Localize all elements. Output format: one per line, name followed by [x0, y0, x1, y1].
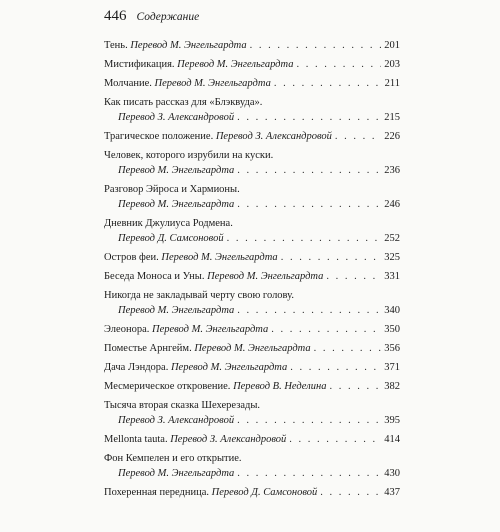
toc-entry	[104, 451, 400, 481]
entry-page: 203	[384, 59, 400, 70]
entry-translator: Перевод З. Александровой	[118, 415, 235, 426]
dot-leader	[237, 413, 381, 428]
entry-page: 350	[384, 324, 400, 335]
dot-leader	[237, 110, 381, 125]
entry-title: Трагическое положение.	[104, 131, 214, 142]
toc-entry	[104, 485, 400, 500]
entry-title: Как писать рассказ для «Блэквуда».	[104, 97, 263, 108]
entry-title: Молчание.	[104, 78, 152, 89]
entry-title: Остров феи.	[104, 252, 159, 263]
entry-page: 340	[384, 305, 400, 316]
entry-page: 246	[384, 199, 400, 210]
entry-page: 226	[384, 131, 400, 142]
entry-page: 356	[384, 343, 400, 354]
toc-entry	[104, 57, 400, 72]
toc-entry	[104, 182, 400, 212]
entry-title: Фон Кемпелен и его открытие.	[104, 453, 242, 464]
entry-translator: Перевод Д. Самсоновой	[211, 487, 318, 498]
toc-entry	[104, 288, 400, 318]
toc-entry	[104, 322, 400, 337]
entry-page: 371	[384, 362, 400, 373]
dot-leader	[237, 163, 381, 178]
entry-page: 437	[384, 487, 400, 498]
entry-translator: Перевод З. Александровой	[170, 434, 287, 445]
entry-page: 325	[384, 252, 400, 263]
entry-translator: Перевод М. Энгельгардта	[118, 199, 235, 210]
toc-entry	[104, 250, 400, 265]
toc-entry	[104, 341, 400, 356]
entry-page: 331	[384, 271, 400, 282]
dot-leader	[320, 485, 381, 500]
dot-leader	[274, 76, 382, 91]
entry-translator: Перевод М. Энгельгардта	[118, 165, 235, 176]
entry-title: Mellonta tauta.	[104, 434, 168, 445]
entry-page: 236	[384, 165, 400, 176]
dot-leader	[335, 129, 381, 144]
entry-page: 414	[384, 434, 400, 445]
entry-translator: Перевод М. Энгельгардта	[154, 78, 271, 89]
entry-translator: Перевод М. Энгельгардта	[151, 324, 269, 335]
entry-title: Человек, которого изрубили на куски.	[104, 150, 274, 161]
dot-leader	[237, 303, 381, 318]
entry-page: 252	[384, 233, 400, 244]
dot-leader	[296, 57, 381, 72]
entry-page: 430	[384, 468, 400, 479]
toc-entry	[104, 269, 400, 284]
entry-title: Дневник Джулиуса Родмена.	[104, 218, 233, 229]
running-title: Содержание	[136, 11, 200, 23]
entry-title: Тень.	[104, 40, 128, 51]
dot-leader	[250, 38, 382, 53]
dot-leader	[237, 466, 381, 481]
toc-entry	[104, 38, 400, 53]
toc-entry	[104, 148, 400, 178]
toc-entry	[104, 76, 400, 91]
entry-title: Мистификация.	[104, 59, 175, 70]
entry-translator: Перевод М. Энгельгардта	[130, 40, 247, 51]
dot-leader	[289, 432, 381, 447]
toc-entry	[104, 379, 400, 394]
entry-title: Похеренная передница.	[104, 487, 210, 498]
toc-entry	[104, 360, 400, 375]
toc-entry	[104, 95, 400, 125]
entry-translator: Перевод М. Энгельгардта	[161, 252, 278, 263]
dot-leader	[271, 322, 381, 337]
toc-entry	[104, 216, 400, 246]
entry-translator: Перевод М. Энгельгардта	[177, 59, 294, 70]
entry-page: 201	[384, 40, 400, 51]
entry-page: 382	[384, 381, 400, 392]
entry-translator: Перевод З. Александровой	[118, 112, 235, 123]
toc-entry	[104, 398, 400, 428]
entry-title: Тысяча вторая сказка Шехерезады.	[104, 400, 261, 411]
entry-title: Никогда не закладывай черту свою голову.	[104, 290, 294, 301]
entry-title: Дача Лэндора.	[104, 362, 169, 373]
entry-title: Месмерическое откровение.	[104, 381, 231, 392]
toc-entry	[104, 129, 400, 144]
entry-translator: Перевод З. Александровой	[215, 131, 332, 142]
entry-translator: Перевод В. Неделина	[233, 381, 327, 392]
dot-leader	[227, 231, 382, 246]
entry-translator: Перевод М. Энгельгардта	[194, 343, 311, 354]
dot-leader	[281, 250, 382, 265]
entry-translator: Перевод М. Энгельгардта	[118, 468, 235, 479]
entry-page: 211	[384, 78, 400, 89]
toc-entry	[104, 432, 400, 447]
page-header	[104, 8, 199, 25]
entry-title: Элеонора.	[104, 324, 150, 335]
dot-leader	[326, 269, 381, 284]
page-number: 446	[104, 8, 127, 24]
entry-title: Беседа Моноса и Уны.	[104, 271, 205, 282]
entry-translator: Перевод М. Энгельгардта	[118, 305, 235, 316]
entry-translator: Перевод М. Энгельгардта	[170, 362, 288, 373]
entry-page: 395	[384, 415, 400, 426]
entry-title: Поместье Арнгейм.	[104, 343, 192, 354]
entry-translator: Перевод М. Энгельгардта	[207, 271, 324, 282]
entry-page: 215	[384, 112, 400, 123]
entry-title: Разговор Эйроса и Хармионы.	[104, 184, 240, 195]
dot-leader	[237, 197, 381, 212]
table-of-contents	[104, 38, 400, 504]
dot-leader	[314, 341, 382, 356]
dot-leader	[290, 360, 381, 375]
entry-translator: Перевод Д. Самсоновой	[118, 233, 224, 244]
dot-leader	[329, 379, 381, 394]
